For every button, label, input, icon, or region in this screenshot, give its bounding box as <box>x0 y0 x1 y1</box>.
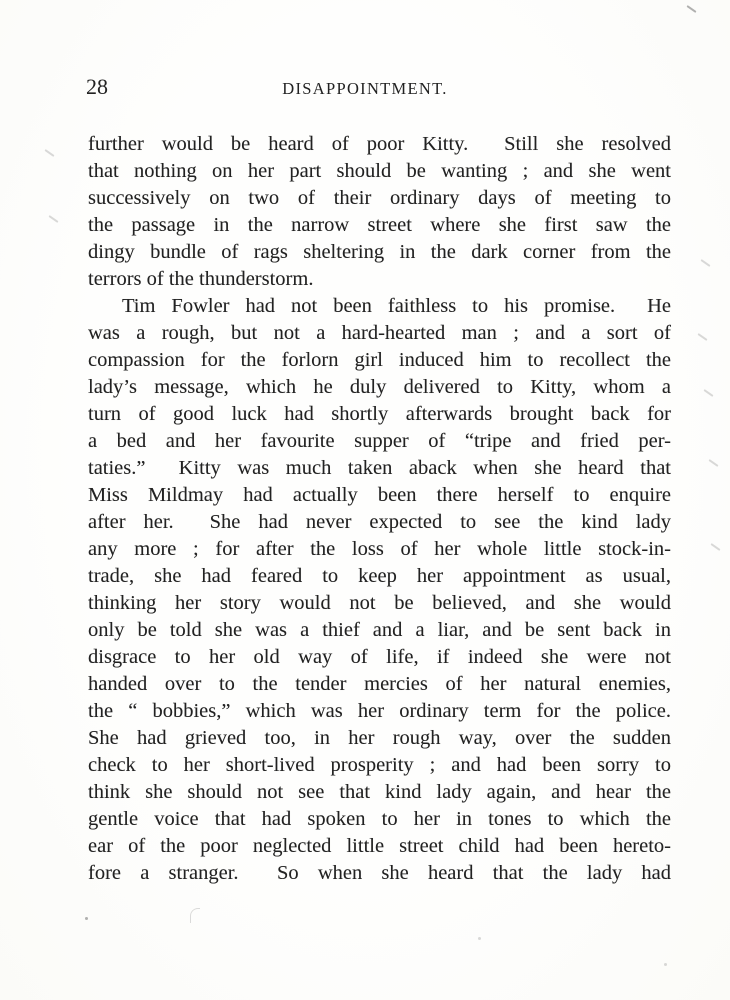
scan-speck <box>697 333 707 341</box>
scan-speck <box>703 389 713 397</box>
text-line: successively on two of their ordinary days of meeting to <box>88 187 671 209</box>
text-line: dingy bundle of rags sheltering in the dark corner from the <box>88 241 671 263</box>
text-line: any more ; for after the loss of her whole little stock-in- <box>88 538 671 560</box>
text-line: disgrace to her old way of life, if indeed she were not <box>88 646 671 668</box>
text-line: lady’s message, which he duly delivered to Kitty, whom a <box>88 376 671 398</box>
text-line: after her. She had never expected to see the kind lady <box>88 511 671 533</box>
scan-speck <box>708 459 718 467</box>
text-line: compassion for the forlorn girl induced him to recollect the <box>88 349 671 371</box>
text-line: thinking her story would not be believed, and she would <box>88 592 671 614</box>
text-line: check to her short-lived prosperity ; and had been sorry to <box>88 754 671 776</box>
scan-speck <box>48 215 58 223</box>
scan-speck <box>700 259 710 267</box>
page-number: 28 <box>86 74 108 99</box>
scan-speck <box>478 937 481 940</box>
text-line: the “ bobbies,” which was her ordinary term for the police. <box>88 700 671 722</box>
text-line: think she should not see that kind lady again, and hear the <box>88 781 671 803</box>
text-line: turn of good luck had shortly afterwards brought back for <box>88 403 671 425</box>
scan-speck <box>664 963 667 966</box>
text-line: trade, she had feared to keep her appointment as usual, <box>88 565 671 587</box>
scan-speck <box>190 908 200 923</box>
scan-speck <box>44 149 54 157</box>
text-line: terrors of the thunderstorm. <box>88 268 314 290</box>
text-line: the passage in the narrow street where she first saw the <box>88 214 671 236</box>
text-line: taties.” Kitty was much taken aback when she heard that <box>88 457 671 479</box>
text-line: a bed and her favourite supper of “tripe and fried per- <box>88 430 671 452</box>
text-line: handed over to the tender mercies of her natural enemies, <box>88 673 671 695</box>
text-line: Miss Mildmay had actually been there herself to enquire <box>88 484 671 506</box>
text-line: ear of the poor neglected little street child had been hereto- <box>88 835 671 857</box>
scan-speck <box>710 543 720 551</box>
scan-speck <box>686 5 696 13</box>
text-line: further would be heard of poor Kitty. Still she resolved <box>88 133 671 155</box>
text-line: was a rough, but not a hard-hearted man ; and a sort of <box>88 322 671 344</box>
running-head: DISAPPOINTMENT. <box>282 79 448 98</box>
text-line: only be told she was a thief and a liar, and be sent back in <box>88 619 671 641</box>
page-body <box>88 131 671 887</box>
text-line: She had grieved too, in her rough way, over the sudden <box>88 727 671 749</box>
text-line: fore a stranger. So when she heard that the lady had <box>88 862 671 884</box>
text-line: that nothing on her part should be wanting ; and she went <box>88 160 671 182</box>
scan-speck <box>85 917 88 920</box>
text-line: Tim Fowler had not been faithless to his promise. He <box>122 295 671 317</box>
text-line: gentle voice that had spoken to her in tones to which the <box>88 808 671 830</box>
